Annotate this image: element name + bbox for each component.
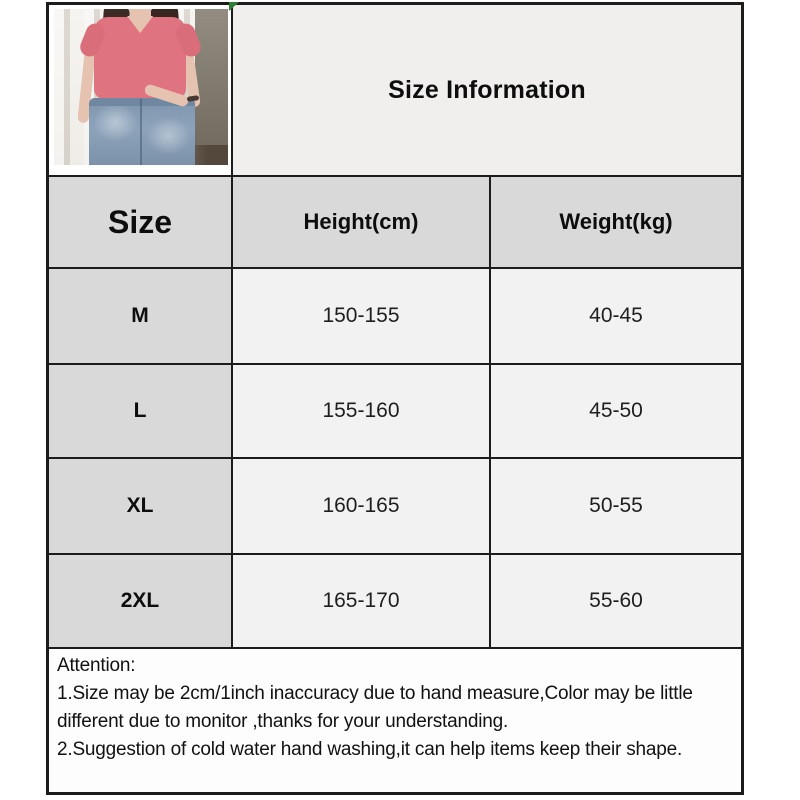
table-row-l-size-cell (49, 365, 231, 457)
column-header-height (233, 177, 489, 267)
table-row-xl-height-cell (233, 459, 489, 553)
photo-wall (195, 9, 228, 165)
attention-section (49, 649, 741, 792)
attention-heading: Attention: (57, 655, 136, 676)
table-row-2xl-weight-cell (491, 555, 741, 647)
product-photo-cell (49, 5, 231, 175)
title-cell (233, 5, 741, 175)
page-title: Size Information (388, 75, 586, 104)
size-label-2xl: 2XL (120, 589, 160, 612)
attention-note-1: 1.Size may be 2cm/1inch inaccuracy due to hand measure,Color may be little different due to monitor ,thanks for your understanding. (57, 683, 693, 732)
table-row-2xl-size-cell (49, 555, 231, 647)
table-row-2xl-height-cell (233, 555, 489, 647)
column-header-size-label: Size (107, 203, 173, 240)
size-label-l: L (133, 399, 147, 422)
weight-value-l: 45-50 (589, 399, 643, 422)
table-row-m-weight-cell (491, 269, 741, 363)
table-row-xl-weight-cell (491, 459, 741, 553)
weight-value-2xl: 55-60 (589, 589, 643, 612)
size-label-xl: XL (126, 494, 154, 517)
height-value-xl: 160-165 (322, 494, 400, 517)
attention-note-2: 2.Suggestion of cold water hand washing,it can help items keep their shape. (57, 739, 683, 760)
column-header-height-label: Height(cm) (303, 209, 419, 234)
height-value-l: 155-160 (322, 399, 400, 422)
weight-value-xl: 50-55 (589, 494, 643, 517)
weight-value-m: 40-45 (589, 304, 643, 327)
height-value-m: 150-155 (322, 304, 400, 327)
size-label-m: M (131, 304, 149, 327)
photo-denim-seam (140, 99, 142, 165)
table-row-m-size-cell (49, 269, 231, 363)
table-row-l-height-cell (233, 365, 489, 457)
table-row-m-height-cell (233, 269, 489, 363)
height-value-2xl: 165-170 (322, 589, 400, 612)
column-header-weight-label: Weight(kg) (559, 209, 673, 234)
table-row-l-weight-cell (491, 365, 741, 457)
column-header-weight (491, 177, 741, 267)
size-chart-grid (46, 2, 744, 795)
size-chart-sheet (46, 2, 744, 795)
column-header-size (49, 177, 231, 267)
table-row-xl-size-cell (49, 459, 231, 553)
green-corner-mark (229, 2, 239, 11)
product-photo (54, 9, 228, 165)
